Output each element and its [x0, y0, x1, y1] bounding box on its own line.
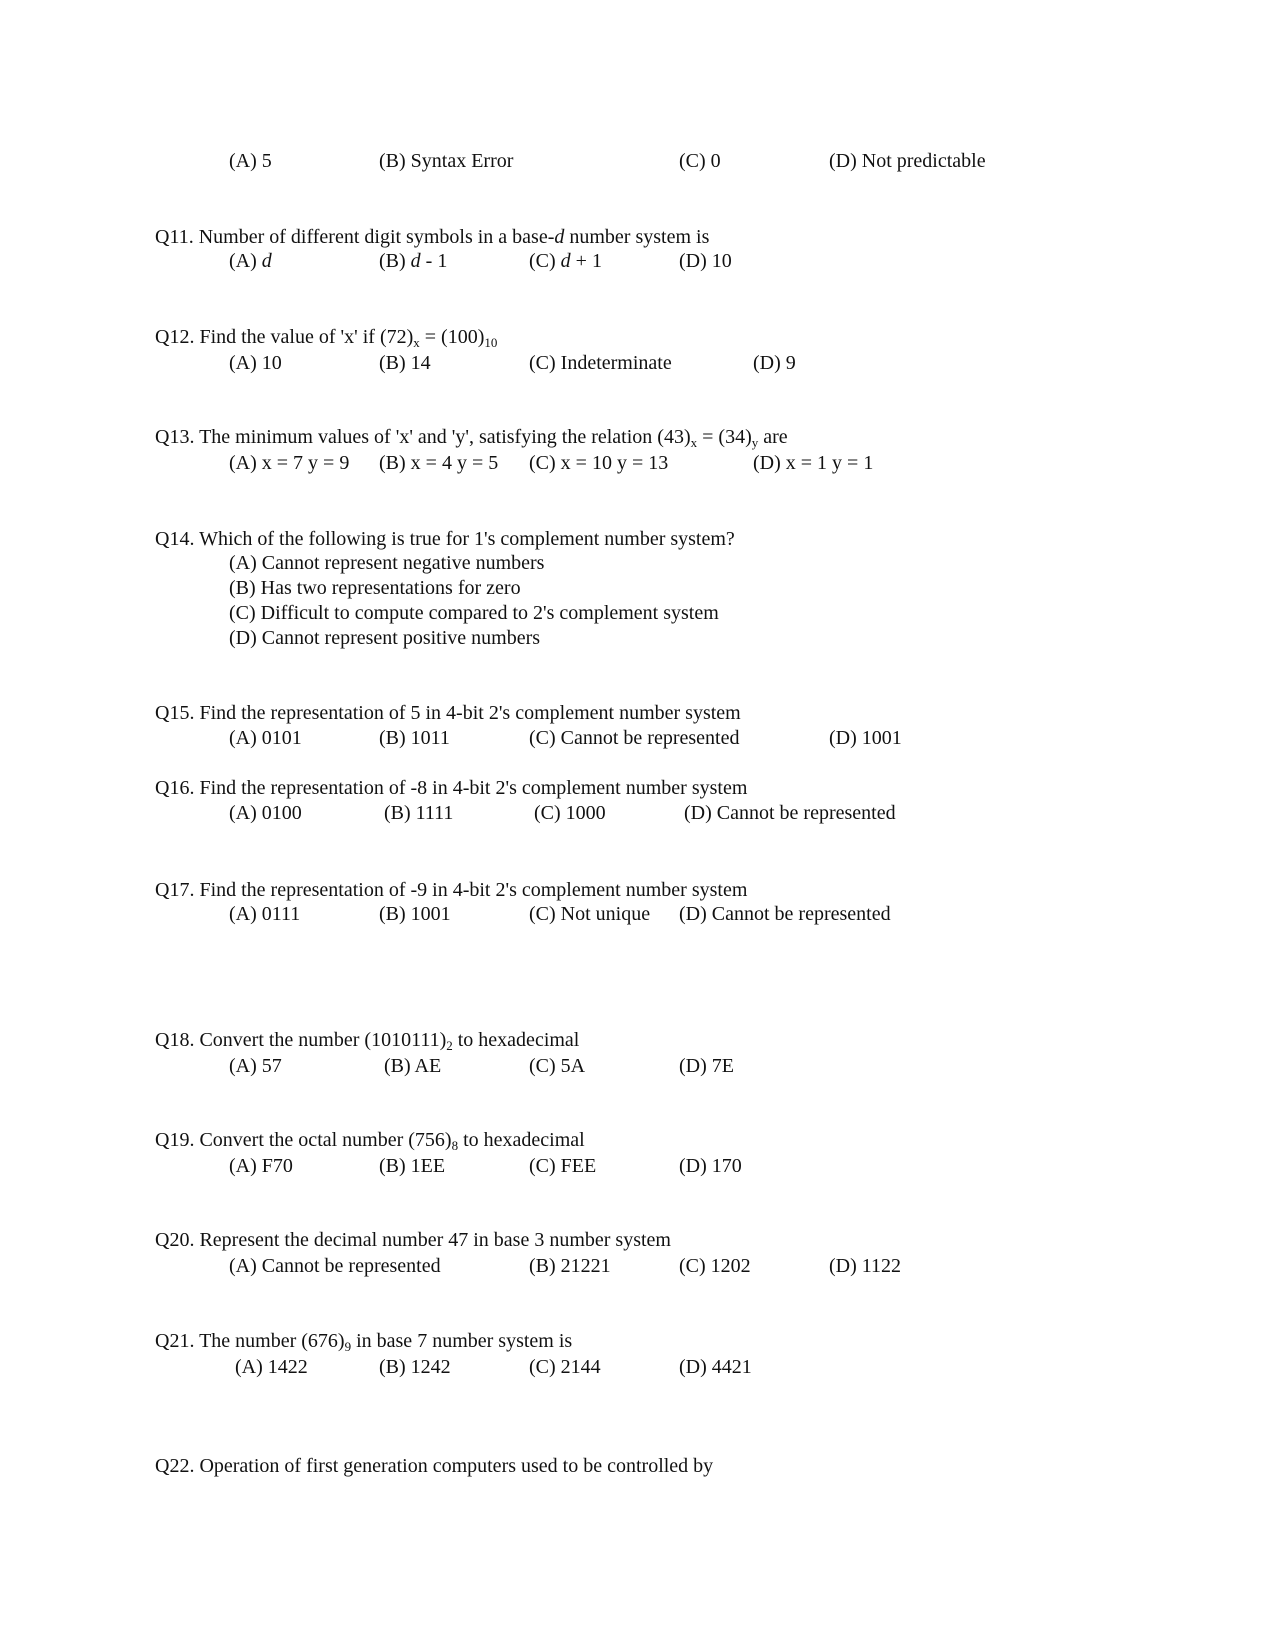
q19-option-c: (C) FEE	[529, 1155, 597, 1177]
q21-option-a: (A) 1422	[235, 1356, 308, 1378]
q19-option-d: (D) 170	[679, 1155, 742, 1177]
q16-option-d: (D) Cannot be represented	[684, 802, 896, 824]
q17-option-d: (D) Cannot be represented	[679, 903, 891, 925]
q11-option-b: (B) d - 1	[379, 250, 448, 272]
q20-option-b: (B) 21221	[529, 1255, 611, 1277]
q17-text: Q17. Find the representation of -9 in 4-bit 2's complement number system	[155, 879, 748, 901]
q20-option-d: (D) 1122	[829, 1255, 902, 1277]
q16-option-c: (C) 1000	[534, 802, 606, 824]
q22-text: Q22. Operation of first generation computers used to be controlled by	[155, 1455, 714, 1477]
q21-option-c: (C) 2144	[529, 1356, 601, 1378]
q18-option-b: (B) AE	[384, 1055, 442, 1077]
q12-option-b: (B) 14	[379, 352, 431, 374]
q20-option-c: (C) 1202	[679, 1255, 751, 1277]
q16-option-a: (A) 0100	[229, 802, 302, 824]
q20-text: Q20. Represent the decimal number 47 in base 3 number system	[155, 1229, 671, 1251]
q17-option-c: (C) Not unique	[529, 903, 651, 925]
q17-option-b: (B) 1001	[379, 903, 451, 925]
q12-option-c: (C) Indeterminate	[529, 352, 672, 374]
prev-option-a: (A) 5	[229, 150, 272, 172]
q13-text: Q13. The minimum values of 'x' and 'y', satisfying the relation $(43)_x = (34)_y$ are	[155, 426, 788, 450]
q15-option-a: (A) 0101	[229, 727, 302, 749]
prev-option-d: (D) Not predictable	[829, 150, 986, 172]
q12-option-a: (A) 10	[229, 352, 282, 374]
q16-option-b: (B) 1111	[384, 802, 454, 824]
q11-option-d: (D) 10	[679, 250, 732, 272]
q14-option-a: (A) Cannot represent negative numbers	[229, 552, 545, 574]
q19-text: Q19. Convert the octal number $(756)_8$ to hexadecimal	[155, 1129, 585, 1153]
q15-option-c: (C) Cannot be represented	[529, 727, 740, 749]
q18-text: Q18. Convert the number $(1010111)_2$ to hexadecimal	[155, 1029, 580, 1053]
q13-option-c: (C) x = 10 y = 13	[529, 452, 669, 474]
prev-option-c: (C) 0	[679, 150, 721, 172]
q13-option-a: (A) x = 7 y = 9	[229, 452, 350, 474]
q15-option-d: (D) 1001	[829, 727, 902, 749]
q11-option-a: (A) d	[229, 250, 272, 272]
q11-text: Q11. Number of different digit symbols in a base-d number system is	[155, 226, 710, 248]
q14-option-b: (B) Has two representations for zero	[229, 577, 521, 599]
q19-option-a: (A) F70	[229, 1155, 293, 1177]
q21-option-d: (D) 4421	[679, 1356, 752, 1378]
q14-option-d: (D) Cannot represent positive numbers	[229, 627, 541, 649]
q20-option-a: (A) Cannot be represented	[229, 1255, 441, 1277]
q15-option-b: (B) 1011	[379, 727, 450, 749]
q21-option-b: (B) 1242	[379, 1356, 451, 1378]
q12-option-d: (D) 9	[753, 352, 796, 374]
q14-option-c: (C) Difficult to compute compared to 2's complement system	[229, 602, 719, 624]
q19-option-b: (B) 1EE	[379, 1155, 446, 1177]
q12-text: Q12. Find the value of 'x' if $(72)_x = (100)_{10}$	[155, 326, 498, 350]
q14-text: Q14. Which of the following is true for 1's complement number system?	[155, 528, 735, 550]
q16-text: Q16. Find the representation of -8 in 4-bit 2's complement number system	[155, 777, 748, 799]
prev-option-b: (B) Syntax Error	[379, 150, 514, 172]
q17-option-a: (A) 0111	[229, 903, 301, 925]
q13-option-b: (B) x = 4 y = 5	[379, 452, 499, 474]
q21-text: Q21. The number $(676)_9$ in base 7 number system is	[155, 1330, 573, 1354]
q13-option-d: (D) x = 1 y = 1	[753, 452, 874, 474]
q11-option-c: (C) d + 1	[529, 250, 602, 272]
q18-option-a: (A) 57	[229, 1055, 282, 1077]
q15-text: Q15. Find the representation of 5 in 4-bit 2's complement number system	[155, 702, 741, 724]
q18-option-d: (D) 7E	[679, 1055, 734, 1077]
q18-option-c: (C) 5A	[529, 1055, 586, 1077]
